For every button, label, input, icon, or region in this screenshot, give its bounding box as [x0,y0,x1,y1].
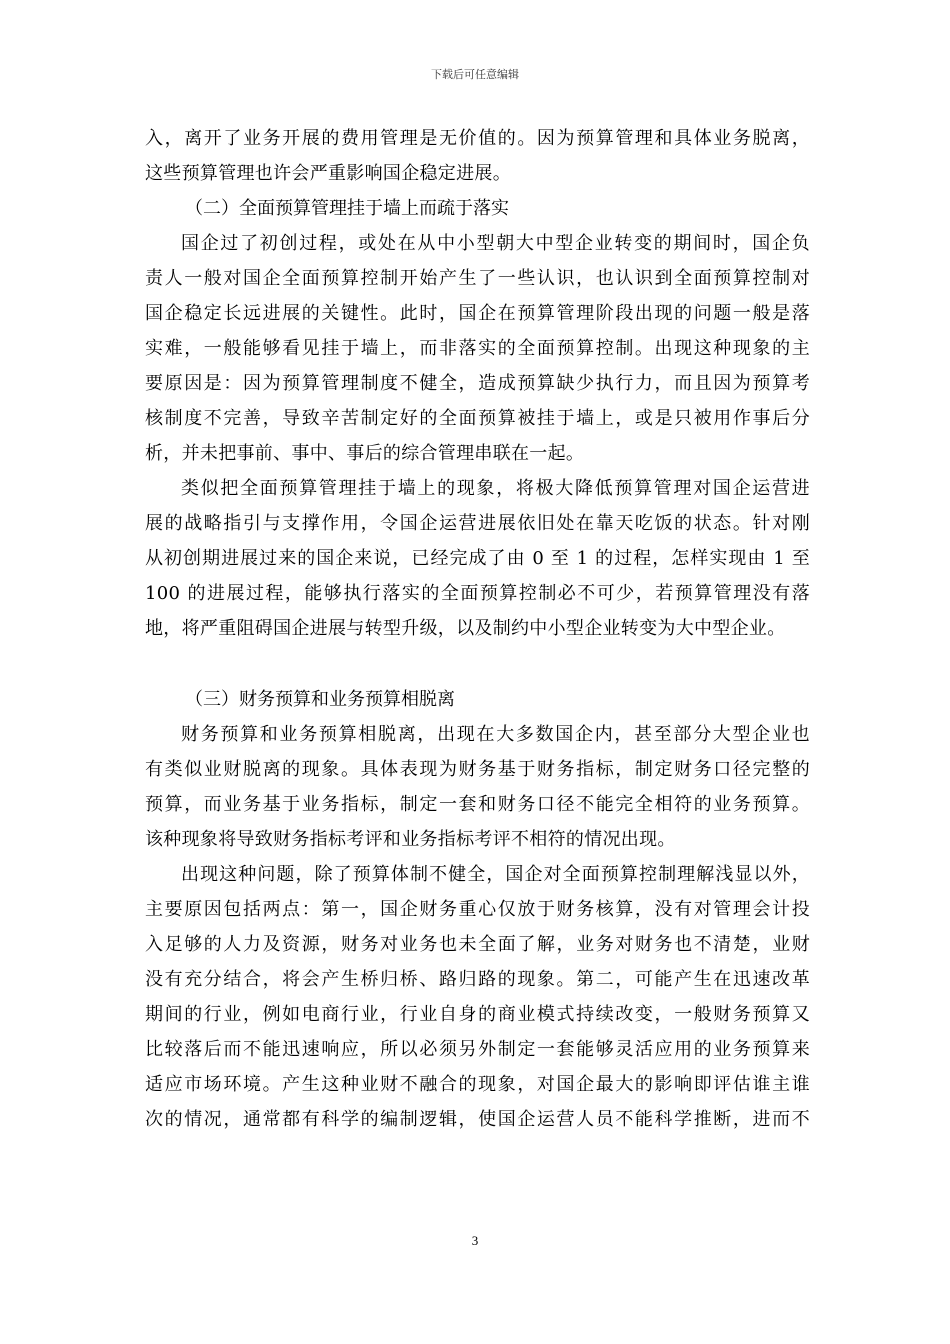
body-line: 入足够的人力及资源，财务对业务也未全面了解，业务对财务也不清楚，业财 [145,934,810,955]
body-line: 期间的行业，例如电商行业，行业自身的商业模式持续改变，一般财务预算又 [145,1004,810,1025]
body-line: 出现这种问题，除了预算体制不健全，国企对全面预算控制理解浅显以外， [181,864,810,885]
body-line: 100 的进展过程，能够执行落实的全面预算控制必不可少，若预算管理没有落 [145,583,810,604]
body-line: 要原因是：因为预算管理制度不健全，造成预算缺少执行力，而且因为预算考 [145,373,810,394]
body-line: 比较落后而不能迅速响应，所以必须另外制定一套能够灵活应用的业务预算来 [145,1039,810,1060]
section-heading: （三）财务预算和业务预算相脱离 [185,689,455,710]
body-line: 地，将严重阻碍国企进展与转型升级，以及制约中小型企业转变为大中型企业。 [145,618,786,639]
body-line: 没有充分结合，将会产生桥归桥、路归路的现象。第二，可能产生在迅速改革 [145,969,810,990]
document-body [145,121,810,1137]
body-line: 国企过了初创过程，或处在从中小型朝大中型企业转变的期间时，国企负 [181,233,810,254]
body-line: 财务预算和业务预算相脱离，出现在大多数国企内，甚至部分大型企业也 [181,724,810,745]
body-line: 类似把全面预算管理挂于墙上的现象，将极大降低预算管理对国企运营进 [181,478,810,499]
body-line: 展的战略指引与支撑作用，令国企运营进展依旧处在靠天吃饭的状态。针对刚 [145,513,810,534]
body-line: 析，并未把事前、事中、事后的综合管理串联在一起。 [145,443,585,464]
body-line: 责人一般对国企全面预算控制开始产生了一些认识，也认识到全面预算控制对 [145,268,810,289]
blank-line [145,646,810,682]
body-line: 有类似业财脱离的现象。具体表现为财务基于财务指标，制定财务口径完整的 [145,759,810,780]
body-line: 该种现象将导致财务指标考评和业务指标考评不相符的情况出现。 [145,829,676,850]
body-line: 从初创期进展过来的国企来说，已经完成了由 0 至 1 的过程，怎样实现由 1 至 [145,548,810,569]
body-line: 国企稳定长远进展的关键性。此时，国企在预算管理阶段出现的问题一般是落 [145,303,810,324]
page-header: 下载后可任意编辑 [431,68,519,81]
body-line: 实难，一般能够看见挂于墙上，而非落实的全面预算控制。出现这种现象的主 [145,338,810,359]
section-heading: （二）全面预算管理挂于墙上而疏于落实 [185,198,509,219]
body-line: 核制度不完善，导致辛苦制定好的全面预算被挂于墙上，或是只被用作事后分 [145,408,810,429]
page-number: 3 [471,1233,479,1248]
body-line: 预算，而业务基于业务指标，制定一套和财务口径不能完全相符的业务预算。 [145,794,810,815]
body-line: 次的情况，通常都有科学的编制逻辑，使国企运营人员不能科学推断，进而不 [145,1109,810,1130]
body-line: 适应市场环境。产生这种业财不融合的现象，对国企最大的影响即评估谁主谁 [145,1074,810,1095]
body-line: 这些预算管理也许会严重影响国企稳定进展。 [145,163,511,184]
body-line: 主要原因包括两点：第一，国企财务重心仅放于财务核算，没有对管理会计投 [145,899,810,920]
body-line: 入，离开了业务开展的费用管理是无价值的。因为预算管理和具体业务脱离， [145,128,810,149]
